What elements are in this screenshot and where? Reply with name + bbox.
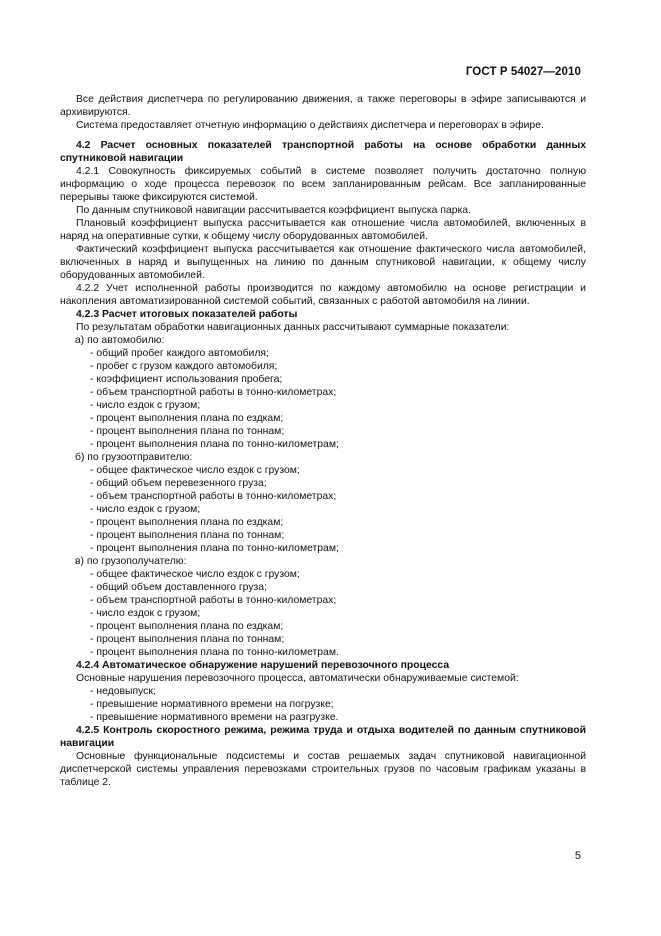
paragraph: Все действия диспетчера по регулированию движения, а также переговоры в эфире записываются и архивируются. xyxy=(60,94,586,118)
list-violations xyxy=(60,685,586,724)
section-heading-4-2-4: 4.2.4 Автоматическое обнаружение нарушений перевозочного процесса xyxy=(76,660,450,671)
paragraph: Основные нарушения перевозочного процесса, автоматически обнаруживаемые системой: xyxy=(76,673,519,684)
list-item: - процент выполнения плана по ездкам; xyxy=(90,413,284,424)
list-label: в) по грузополучателю: xyxy=(75,556,187,567)
list-item: - общий объем доставленного груза; xyxy=(90,582,267,593)
list-item: - объем транспортной работы в тонно-километрах; xyxy=(90,595,337,606)
list-item: - число ездок с грузом; xyxy=(90,504,201,515)
paragraph: По данным спутниковой навигации рассчитывается коэффициент выпуска парка. xyxy=(76,205,471,216)
section-heading-4-2-5: 4.2.5 Контроль скоростного режима, режима труда и отдыха водителей по данным спутниковой навигации xyxy=(60,725,586,749)
paragraph: Фактический коэффициент выпуска рассчитывается как отношение фактического числа автомобилей, включенных в наряд и выпущенных на линию по данным спутниковой навигации, к общему числу оборудованных автомобилей. xyxy=(60,244,586,281)
list-item: - общий пробег каждого автомобиля; xyxy=(90,348,269,359)
list-item: - процент выполнения плана по тонно-километрам. xyxy=(90,647,339,658)
section-heading-4-2-3: 4.2.3 Расчет итоговых показателей работы xyxy=(76,309,298,320)
paragraph: Система предоставляет отчетную информацию о действиях диспетчера и переговорах в эфире. xyxy=(76,120,544,131)
list-item: - процент выполнения плана по тоннам; xyxy=(90,530,285,541)
list-by-consignee xyxy=(60,555,586,659)
list-item: - общее фактическое число ездок с грузом; xyxy=(90,569,300,580)
list-item: - процент выполнения плана по ездкам; xyxy=(90,621,284,632)
list-label: а) по автомобилю: xyxy=(75,335,165,346)
list-item: - число ездок с грузом; xyxy=(90,608,201,619)
list-by-vehicle xyxy=(60,334,586,451)
list-item: - коэффициент использования пробега; xyxy=(90,374,283,385)
list-by-shipper xyxy=(60,451,586,555)
list-item: - процент выполнения плана по тоннам; xyxy=(90,426,285,437)
list-item: - процент выполнения плана по ездкам; xyxy=(90,517,284,528)
page-body xyxy=(60,93,586,789)
list-item: - объем транспортной работы в тонно-километрах; xyxy=(90,387,337,398)
list-item: - процент выполнения плана по тонно-километрам; xyxy=(90,543,339,554)
list-item: - число ездок с грузом; xyxy=(90,400,201,411)
paragraph: Основные функциональные подсистемы и состав решаемых задач спутниковой навигационной диспетчерской системы управления перевозками строительных грузов по часовым графикам указаны в таблице 2. xyxy=(60,751,586,788)
page-number: 5 xyxy=(574,850,581,862)
list-item: - общий объем перевезенного груза; xyxy=(90,478,267,489)
list-item: - недовыпуск; xyxy=(90,686,156,697)
paragraph: По результатам обработки навигационных данных рассчитывают суммарные показатели: xyxy=(76,322,510,333)
paragraph: 4.2.2 Учет исполненной работы производится по каждому автомобилю на основе регистрации и накопления автоматизированной системой событий, связанных с работой автомобиля на линии. xyxy=(60,283,586,307)
list-item: - объем транспортной работы в тонно-километрах; xyxy=(90,491,337,502)
document-code: ГОСТ Р 54027—2010 xyxy=(465,66,581,78)
list-item: - процент выполнения плана по тоннам; xyxy=(90,634,285,645)
list-label: б) по грузоотправителю: xyxy=(75,452,193,463)
list-item: - превышение нормативного времени на погрузке; xyxy=(90,699,334,710)
list-item: - процент выполнения плана по тонно-километрам; xyxy=(90,439,339,450)
list-item: - общее фактическое число ездок с грузом; xyxy=(90,465,300,476)
paragraph: 4.2.1 Совокупность фиксируемых событий в системе позволяет получить достаточно полную информацию о ходе процесса перевозок по всем запланированным рейсам. Все запланированные перерывы также фиксируются системой. xyxy=(60,166,586,203)
list-item: - пробег с грузом каждого автомобиля; xyxy=(90,361,278,372)
section-heading-4-2: 4.2 Расчет основных показателей транспортной работы на основе обработки данных спутниковой навигации xyxy=(60,140,586,164)
list-item: - превышение нормативного времени на разгрузке. xyxy=(90,712,339,723)
paragraph: Плановый коэффициент выпуска рассчитывается как отношение числа автомобилей, включенных в наряд на оперативные сутки, к общему числу оборудованных автомобилей. xyxy=(60,218,586,242)
